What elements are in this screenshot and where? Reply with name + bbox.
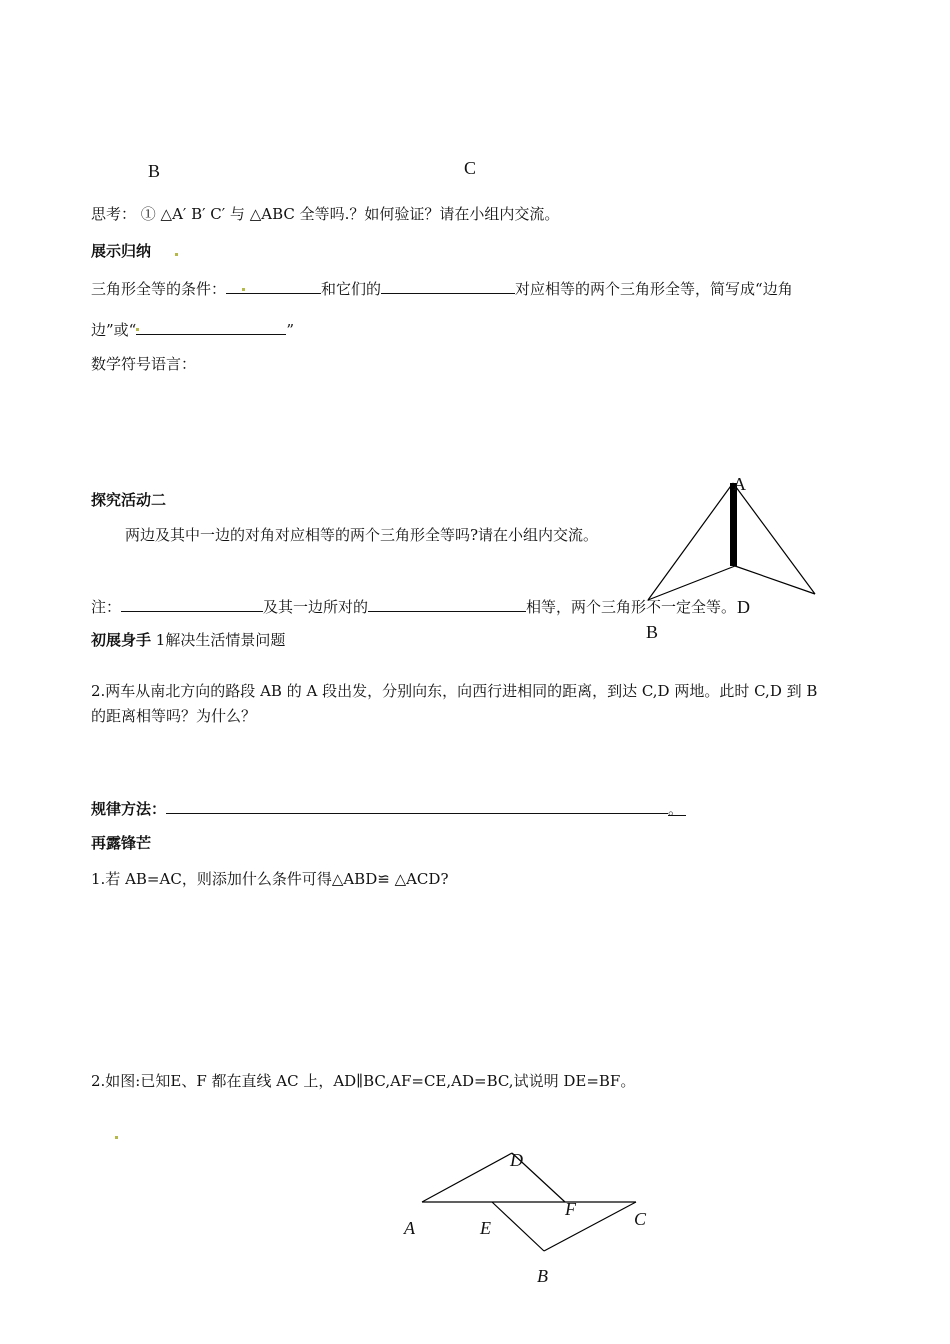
marker-dot bbox=[115, 1136, 118, 1139]
fig2-label-e: E bbox=[480, 1218, 491, 1238]
math-symbol-language: 数学符号语言： bbox=[91, 355, 197, 373]
fig2-line-ad bbox=[422, 1153, 512, 1202]
section-explore-2: 探究活动二 bbox=[91, 491, 167, 509]
fig2-line-bc bbox=[544, 1202, 636, 1251]
fig2-label-d: D bbox=[510, 1150, 523, 1170]
question-2-line-1: 2.两车从南北方向的路段 AB 的 A 段出发，分别向东，向西行进相同的距离，到达 C,D 两地。此时 C,D 到 B bbox=[91, 682, 818, 700]
condition-text-1: 三角形全等的条件： bbox=[91, 280, 227, 298]
note-text-1: 注： bbox=[91, 598, 122, 616]
rule-method-line bbox=[91, 797, 686, 819]
think-question: 思考： ① △A′ B′ C′ 与 △ABC 全等吗.？如何验证？请在小组内交流。 bbox=[91, 205, 560, 223]
condition-text-2: 和它们的 bbox=[321, 280, 382, 298]
fig2-label-b: B bbox=[537, 1266, 548, 1286]
note-text-2: 及其一边所对的 bbox=[263, 598, 369, 616]
blank-rule-method bbox=[166, 797, 668, 814]
condition-text-4: 边”或“ bbox=[91, 321, 137, 339]
fig1-label-a: A bbox=[733, 474, 746, 494]
fig2-line-eb bbox=[492, 1202, 544, 1251]
fig1-label-b: B bbox=[646, 622, 659, 642]
fig0-label-c: C bbox=[464, 158, 477, 178]
fig1-label-d: D bbox=[737, 597, 750, 617]
practice-question-2: 2.如图:已知E、F 都在直线 AC 上，AD∥BC,AF=CE,AD=BC,试说明 DE=BF。 bbox=[91, 1072, 636, 1090]
fig1-thick-segment bbox=[730, 483, 737, 566]
fig2-label-f: F bbox=[565, 1199, 576, 1219]
section-display-summary: 展示归纳 bbox=[91, 242, 152, 260]
note-text-3: 相等，两个三角形不一定全等。 bbox=[526, 598, 737, 616]
explore-question: 两边及其中一边的对角对应相等的两个三角形全等吗?请在小组内交流。 bbox=[125, 526, 599, 544]
fig2-label-c: C bbox=[634, 1209, 647, 1229]
trial-heading bbox=[91, 630, 285, 650]
condition-text-3: 对应相等的两个三角形全等，简写成“边角 bbox=[515, 280, 793, 298]
question-2-line-2: 的距离相等吗？为什么？ bbox=[91, 707, 257, 725]
blank-rule-end bbox=[668, 799, 686, 816]
rule-end-mark: 。 bbox=[668, 800, 684, 818]
fig1-line-mid-d bbox=[735, 566, 815, 594]
trial-title: 初展身手 bbox=[91, 631, 152, 649]
fig0-label-b: B bbox=[148, 161, 161, 181]
practice-question-1: 1.若 AB=AC，则添加什么条件可得△ABD≌ △ACD? bbox=[91, 870, 449, 888]
trial-subtitle: 1解决生活情景问题 bbox=[151, 631, 286, 649]
condition-text-5: ” bbox=[286, 321, 295, 339]
section-again: 再露锋芒 bbox=[91, 834, 152, 852]
fig2-label-a: A bbox=[404, 1218, 415, 1238]
rule-method-label: 规律方法： bbox=[91, 800, 167, 818]
fig1-line-ab bbox=[648, 483, 733, 600]
fig1-line-ad bbox=[733, 483, 815, 594]
